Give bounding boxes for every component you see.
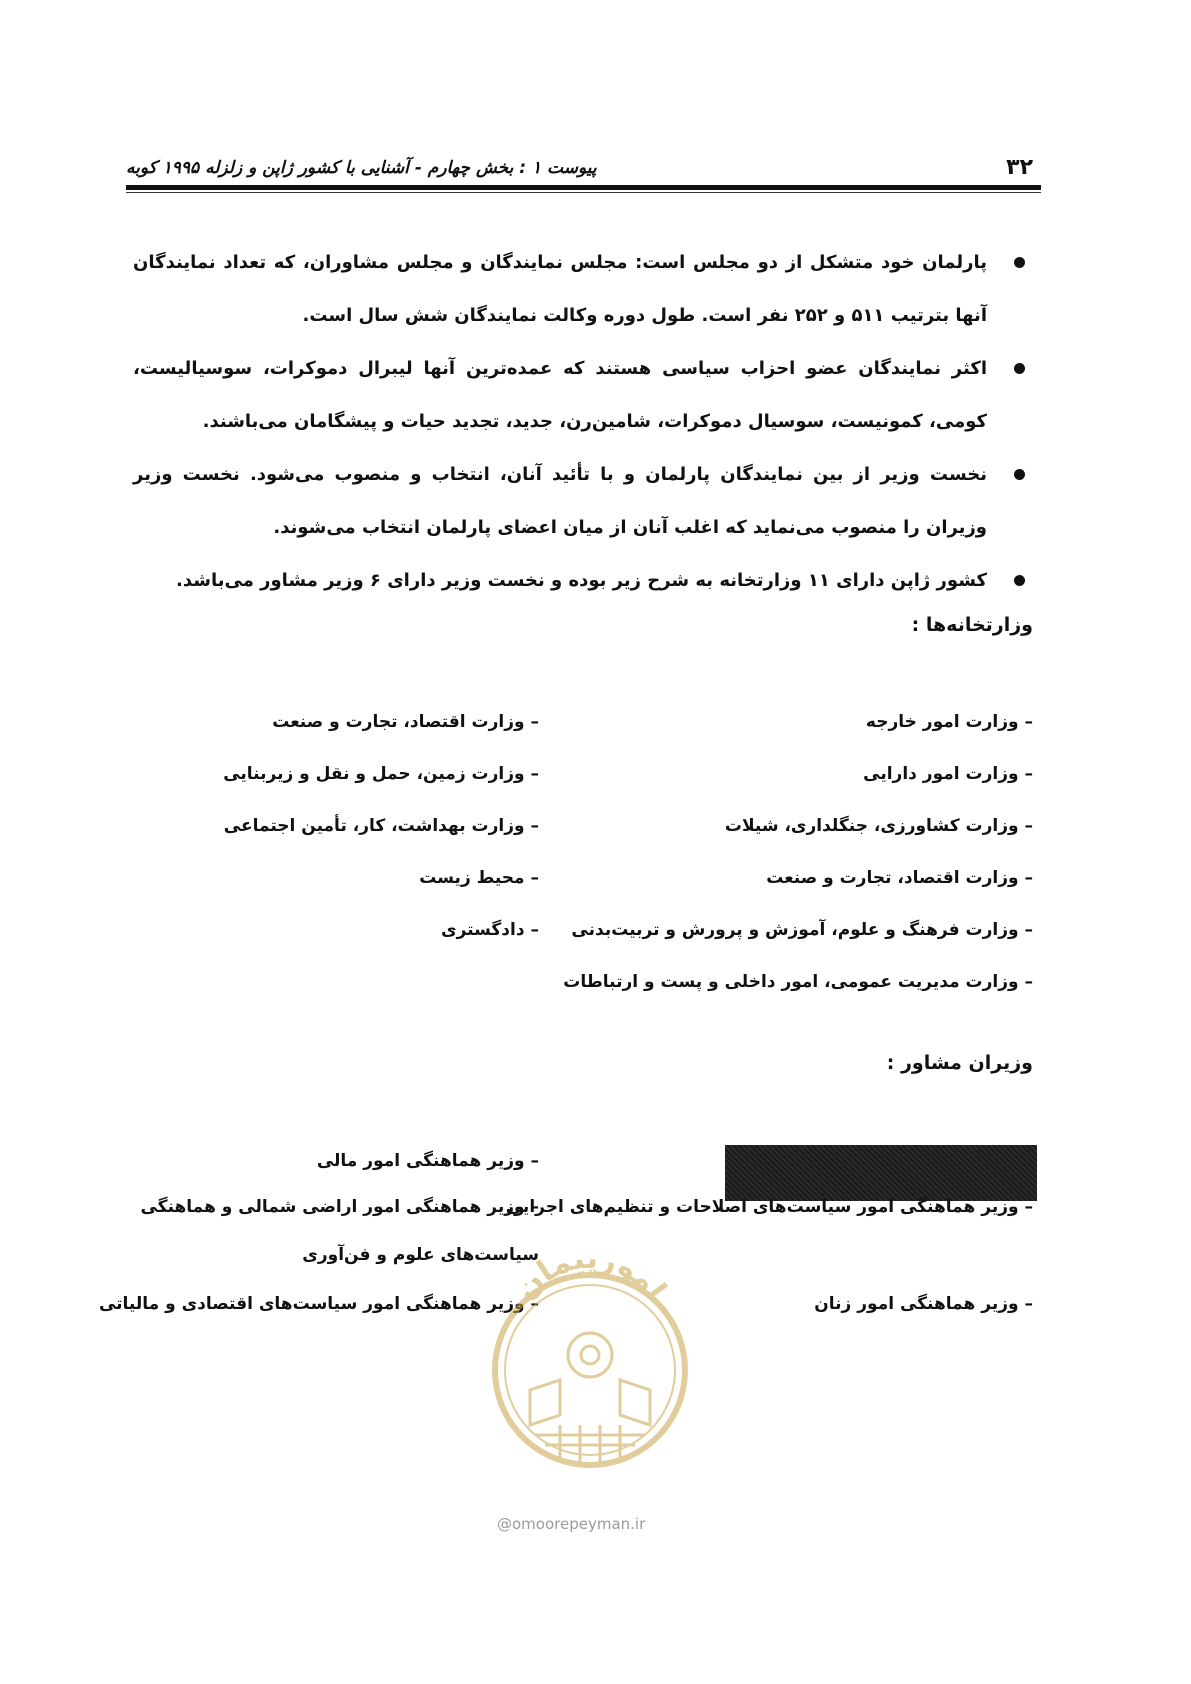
list-item: – وزارت امور دارایی	[863, 764, 1033, 784]
list-item: – وزارت امور خارجه	[865, 712, 1033, 732]
bullet-icon	[1014, 257, 1025, 268]
watermark-logo-icon	[490, 1230, 690, 1490]
header-rule	[126, 185, 1041, 190]
bullet-icon	[1014, 363, 1025, 374]
list-item: – وزارت اقتصاد، تجارت و صنعت	[766, 868, 1033, 888]
watermark-site-text: @omoorepeyman.ir	[497, 1515, 646, 1533]
list-item: – وزارت بهداشت، کار، تأمین اجتماعی	[223, 816, 539, 836]
list-item: – وزارت کشاورزی، جنگلداری، شیلات	[724, 816, 1033, 836]
advisors-title: وزیران مشاور :	[886, 1052, 1033, 1074]
bullet-item-ministries-count	[133, 554, 1033, 607]
list-item: سیاست‌های علوم و فن‌آوری	[302, 1245, 539, 1265]
bullet-icon	[1014, 575, 1025, 586]
running-header: پیوست ۱ : بخش چهارم - آشنایی با کشور ژاپن و زلزله ۱۹۹۵ کوبه	[126, 158, 597, 178]
list-item: – دادگستری	[441, 920, 539, 940]
list-item: – وزارت فرهنگ و علوم، آموزش و پرورش و تربیت‌بدنی	[571, 920, 1033, 940]
redaction-block	[725, 1145, 1037, 1201]
bullet-list	[133, 236, 1033, 607]
bullet-text: پارلمان خود متشکل از دو مجلس است: مجلس نمایندگان و مجلس مشاوران، که تعداد نمایندگان آنها بترتیب ۵۱۱ و ۲۵۲ نفر است. طول دوره وکالت نمایندگان شش سال است.	[133, 252, 987, 326]
list-item: – وزیر هماهنگی امور زنان	[814, 1294, 1033, 1314]
list-item: – وزارت زمین، حمل و نقل و زیربنایی	[223, 764, 539, 784]
header-rule-thin	[126, 192, 1041, 193]
list-item: – وزارت مدیریت عمومی، امور داخلی و پست و ارتباطات	[563, 972, 1033, 992]
ministries-left-column	[223, 705, 539, 965]
list-item: – وزیر هماهنگی امور اراضی شمالی و هماهنگی	[140, 1197, 539, 1217]
list-item: – محیط زیست	[419, 868, 539, 888]
bullet-text: اکثر نمایندگان عضو احزاب سیاسی هستند که عمده‌ترین آنها لیبرال دموکرات، سوسیالیست، کومی، کمونیست، سوسیال دموکرات، شامین‌رن، جدید، تجدید حیات و پیشگامان می‌باشند.	[133, 358, 987, 432]
bullet-icon	[1014, 469, 1025, 480]
svg-text:امورپیمان	[508, 1241, 673, 1307]
bullet-item-parties	[133, 342, 1033, 448]
bullet-text: نخست وزیر از بین نمایندگان پارلمان و با تأئید آنان، انتخاب و منصوب می‌شود. نخست وزیر وزیران را منصوب می‌نماید که اغلب آنان از میان اعضای پارلمان انتخاب می‌شوند.	[133, 464, 987, 538]
list-item: – وزارت اقتصاد، تجارت و صنعت	[272, 712, 539, 732]
bullet-item-prime-minister	[133, 448, 1033, 554]
ministries-right-column	[563, 705, 1033, 1017]
ministries-title: وزارتخانه‌ها :	[911, 614, 1033, 636]
list-item: – وزیر هماهنگی امور سیاست‌های اقتصادی و مالیاتی	[98, 1294, 539, 1314]
list-item: – وزیر هماهنگی امور سیاست‌های اصلاحات و تنظیم‌های اجرایی	[505, 1197, 1033, 1217]
bullet-text: کشور ژاپن دارای ۱۱ وزارتخانه به شرح زیر بوده و نخست وزیر دارای ۶ وزیر مشاور می‌باشد.	[176, 570, 987, 591]
list-item: – وزیر هماهنگی امور مالی	[316, 1151, 539, 1171]
bullet-item-parliament	[133, 236, 1033, 342]
watermark-logo-text: امورپیمان	[508, 1240, 674, 1307]
page-number: ۳۲	[1006, 155, 1033, 180]
